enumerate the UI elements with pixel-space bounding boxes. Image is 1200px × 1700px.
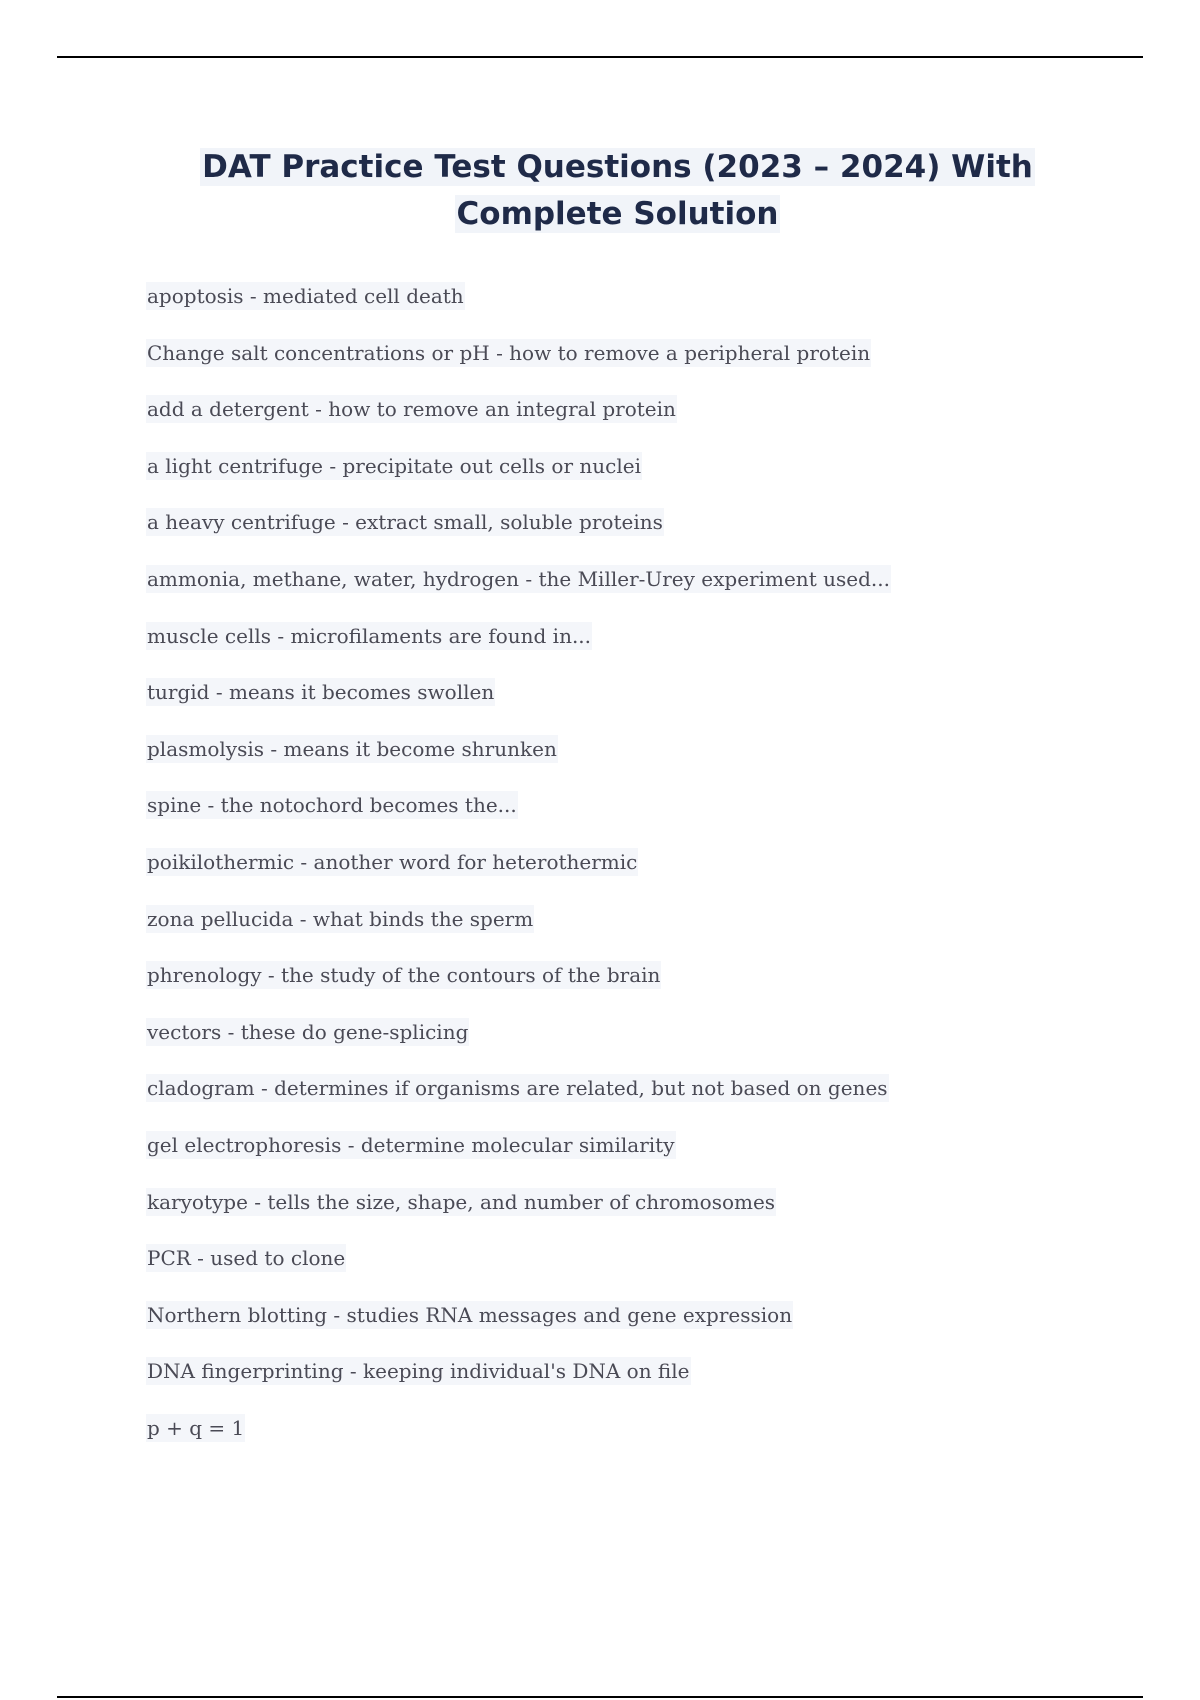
list-item-text: vectors - these do gene-splicing [147,1019,469,1044]
title-line-1: DAT Practice Test Questions (2023 – 2024) With [202,149,1033,185]
list-item-text: cladogram - determines if organisms are related, but not based on genes [147,1076,888,1101]
list-item [146,1297,1106,1354]
list-item-text: Northern blotting - studies RNA messages and gene expression [147,1302,793,1327]
list-item-text: apoptosis - mediated cell death [147,284,464,308]
list-item-text: add a detergent - how to remove an integral protein [147,397,676,422]
list-item [146,901,1106,958]
page-title [150,144,1085,238]
list-item [146,618,1106,675]
list-item [146,674,1106,731]
list-item-text: ammonia, methane, water, hydrogen - the Miller-Urey experiment used... [147,566,890,591]
list-item [146,1014,1106,1071]
list-item [146,1410,1106,1467]
list-item-text: spine - the notochord becomes the... [147,793,517,818]
list-item [146,1353,1106,1410]
list-item-text: Change salt concentrations or pH - how to remove a peripheral protein [147,340,871,365]
list-item-text: DNA fingerprinting - keeping individual's DNA on file [147,1359,690,1384]
list-item-text: gel electrophoresis - determine molecular similarity [147,1132,675,1157]
list-item [146,1127,1106,1184]
list-item-text: PCR - used to clone [147,1246,346,1271]
bottom-rule [57,1696,1143,1698]
top-rule [57,56,1143,58]
list-item [146,1070,1106,1127]
list-item [146,561,1106,618]
list-item-text: karyotype - tells the size, shape, and number of chromosomes [147,1189,776,1214]
list-item [146,787,1106,844]
list-item [146,448,1106,505]
list-item [146,504,1106,561]
list-item-text: muscle cells - microfilaments are found in... [147,623,592,648]
qa-list [146,278,1106,1466]
list-item-text: turgid - means it becomes swollen [147,680,495,705]
list-item-text: a light centrifuge - precipitate out cells or nuclei [147,453,641,478]
list-item [146,391,1106,448]
list-item [146,844,1106,901]
list-item-text: phrenology - the study of the contours of the brain [147,963,661,988]
list-item-text: zona pellucida - what binds the sperm [147,906,534,931]
list-item [146,278,1106,335]
list-item [146,1240,1106,1297]
list-item-text: a heavy centrifuge - extract small, soluble proteins [147,510,663,535]
list-item-text: p + q = 1 [147,1415,245,1440]
list-item [146,957,1106,1014]
list-item [146,335,1106,392]
list-item [146,731,1106,788]
list-item-text: plasmolysis - means it become shrunken [147,736,557,761]
list-item [146,1184,1106,1241]
list-item-text: poikilothermic - another word for heterothermic [147,849,638,874]
title-line-2: Complete Solution [456,196,779,232]
